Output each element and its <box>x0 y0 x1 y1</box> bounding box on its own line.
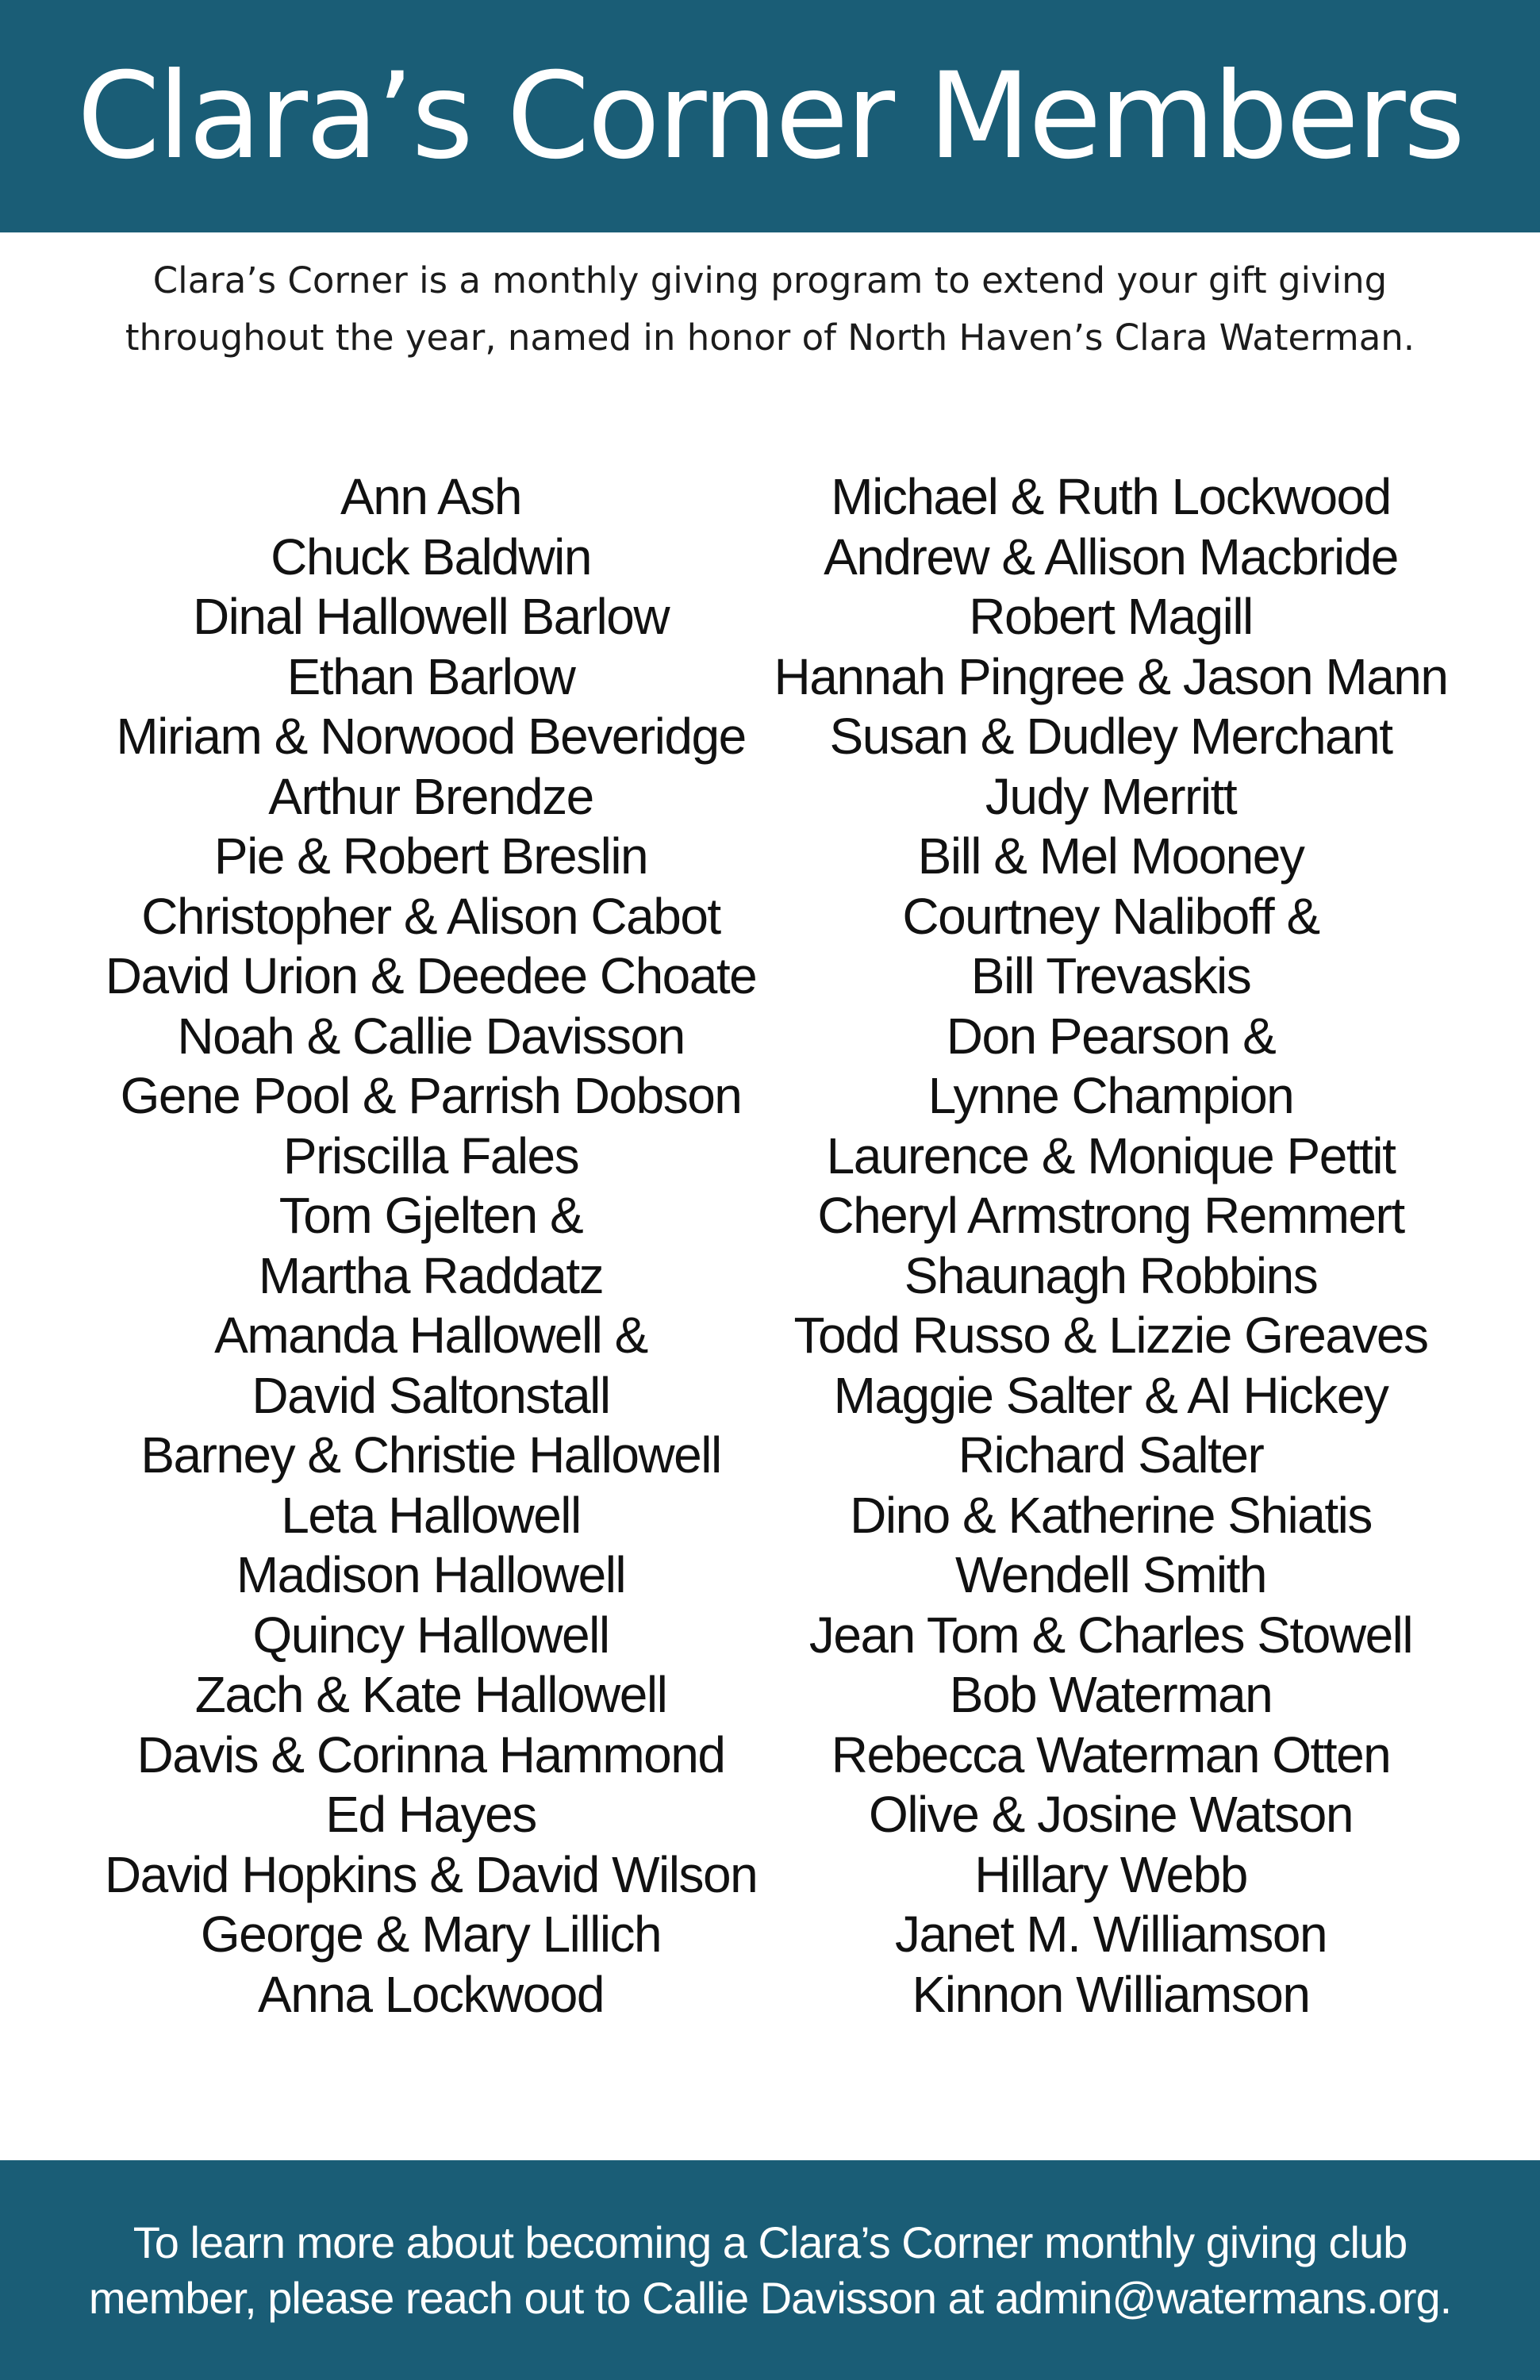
member-name: Bill & Mel Mooney <box>917 827 1304 885</box>
member-name: Olive & Josine Watson <box>869 1786 1353 1843</box>
member-name: Noah & Callie Davisson <box>177 1007 685 1065</box>
member-name: Hillary Webb <box>974 1845 1247 1903</box>
member-name: Shaunagh Robbins <box>904 1246 1318 1304</box>
member-name: Ann Ash <box>340 468 521 525</box>
member-name: Leta Hallowell <box>281 1486 581 1544</box>
member-name: Madison Hallowell <box>236 1546 626 1603</box>
member-name: Anna Lockwood <box>258 1965 604 2023</box>
member-name: Todd Russo & Lizzie Greaves <box>793 1307 1428 1364</box>
member-name: Dino & Katherine Shiatis <box>850 1486 1372 1544</box>
member-name: Arthur Brendze <box>268 767 593 825</box>
member-name: Bill Trevaskis <box>970 947 1251 1004</box>
member-name: Kinnon Williamson <box>912 1965 1310 2023</box>
intro-text <box>0 252 1540 367</box>
member-name: Priscilla Fales <box>282 1127 579 1184</box>
member-name: Andrew & Allison Macbride <box>824 528 1398 585</box>
member-name: Maggie Salter & Al Hickey <box>833 1366 1388 1424</box>
member-name: Ethan Barlow <box>286 647 575 705</box>
member-name: Quincy Hallowell <box>252 1606 609 1664</box>
member-name: Lynne Champion <box>927 1067 1294 1124</box>
member-name: Jean Tom & Charles Stowell <box>808 1606 1413 1664</box>
member-name: Pie & Robert Breslin <box>213 827 648 885</box>
member-name: Ed Hayes <box>325 1786 536 1843</box>
footer-line-2: member, please reach out to Callie Davisson at admin@watermans.org. <box>88 2272 1452 2323</box>
footer-banner <box>0 2160 1540 2380</box>
intro-line-2: throughout the year, named in honor of North Haven’s Clara Waterman. <box>125 317 1415 359</box>
member-name: Tom Gjelten & <box>278 1187 583 1244</box>
member-name: Wendell Smith <box>955 1546 1266 1603</box>
member-name: Laurence & Monique Pettit <box>826 1127 1396 1184</box>
member-name: Susan & Dudley Merchant <box>829 708 1392 765</box>
member-name: Courtney Naliboff & <box>902 887 1319 945</box>
member-name: Hannah Pingree & Jason Mann <box>774 647 1448 705</box>
member-name: George & Mary Lillich <box>200 1906 662 1963</box>
member-name: Robert Magill <box>969 588 1253 645</box>
member-name: Rebecca Waterman Otten <box>831 1726 1391 1783</box>
header-banner <box>0 0 1540 232</box>
member-name: Chuck Baldwin <box>271 528 591 585</box>
member-name: Don Pearson & <box>946 1007 1276 1065</box>
member-name: Richard Salter <box>958 1426 1264 1484</box>
member-name: Martha Raddatz <box>258 1246 604 1304</box>
member-name: Amanda Hallowell & <box>214 1307 647 1364</box>
member-name: Miriam & Norwood Beveridge <box>116 708 746 765</box>
member-name: Cheryl Armstrong Remmert <box>817 1187 1404 1244</box>
member-name: David Urion & Deedee Choate <box>105 947 757 1004</box>
member-name: Bob Waterman <box>949 1666 1273 1723</box>
member-name: David Hopkins & David Wilson <box>104 1845 758 1903</box>
intro-line-1: Clara’s Corner is a monthly giving program to extend your gift giving <box>152 259 1388 301</box>
members-column-left <box>56 467 806 2025</box>
member-name: Judy Merritt <box>985 767 1237 825</box>
member-name: Barney & Christie Hallowell <box>140 1426 721 1484</box>
member-name: Zach & Kate Hallowell <box>194 1666 667 1723</box>
member-name: Gene Pool & Parrish Dobson <box>120 1067 742 1124</box>
page-title: Clara’s Corner Members <box>77 47 1463 186</box>
member-name: Davis & Corinna Hammond <box>136 1726 725 1783</box>
footer-line-1: To learn more about becoming a Clara’s Corner monthly giving club <box>132 2217 1408 2267</box>
member-name: Christopher & Alison Cabot <box>141 887 720 945</box>
member-name: David Saltonstall <box>252 1366 610 1424</box>
member-name: Dinal Hallowell Barlow <box>192 588 670 645</box>
member-name: Janet M. Williamson <box>894 1906 1327 1963</box>
member-name: Michael & Ruth Lockwood <box>831 468 1391 525</box>
members-column-right <box>754 467 1468 2025</box>
